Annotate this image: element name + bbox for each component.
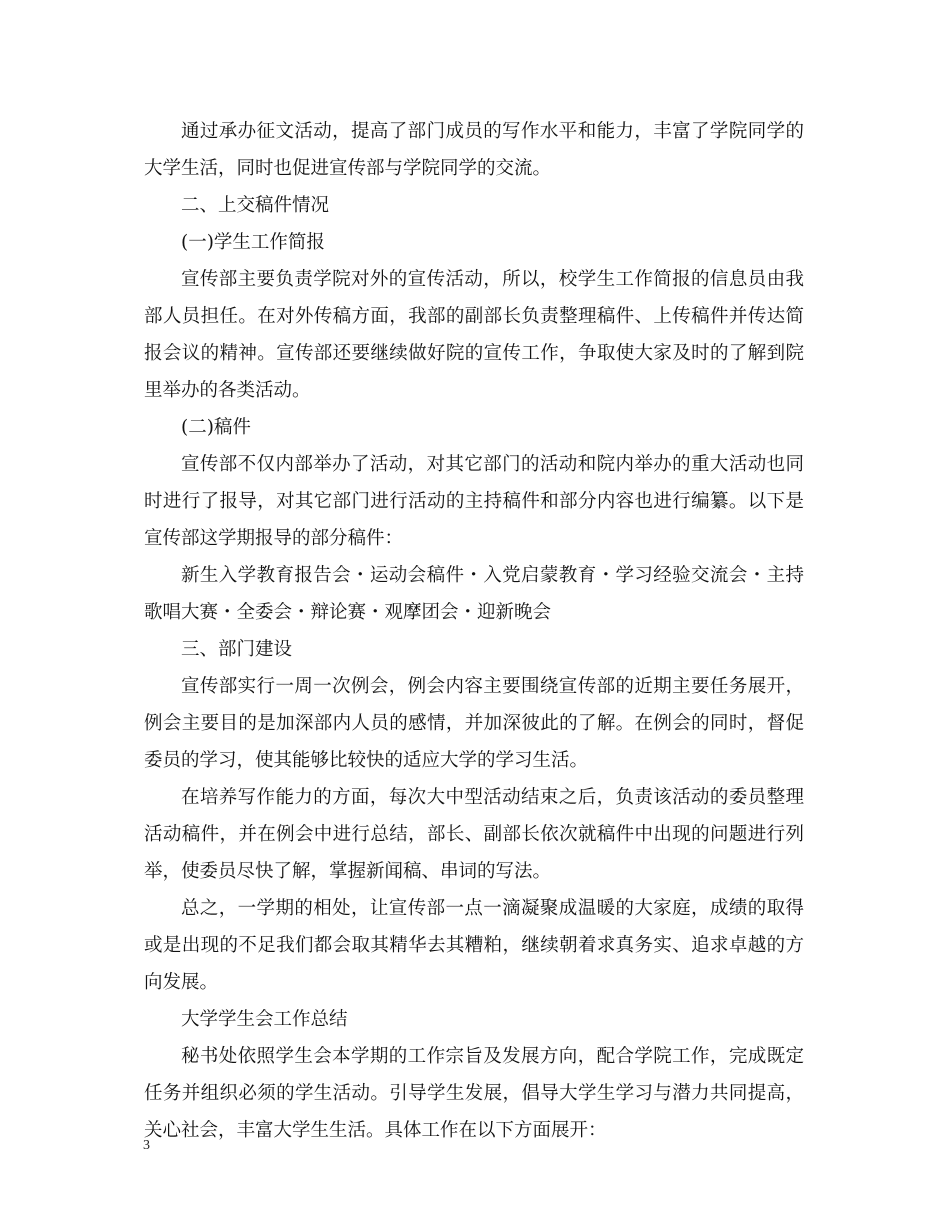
paragraph-essay-activity: 通过承办征文活动，提高了部门成员的写作水平和能力，丰富了学院同学的大学生活，同时也促进宣传部与学院同学的交流。 — [144, 121, 804, 179]
subsection-heading-work-bulletin: (一)学生工作简报 — [181, 232, 325, 253]
paragraph-manuscripts: 宣传部不仅内部举办了活动，对其它部门的活动和院内举办的重大活动也同时进行了报导，对其它部门进行活动的主持稿件和部分内容也进行编纂。以下是宣传部这学期报导的部分稿件： — [144, 454, 804, 549]
paragraph-work-bulletin: 宣传部主要负责学院对外的宣传活动，所以，校学生工作简报的信息员由我部人员担任。在对外传稿方面，我部的副部长负责整理稿件、上传稿件并传达简报会议的精神。宣传部还要继续做好院的宣传工作，争取使大家及时的了解到院里举办的各类活动。 — [144, 269, 804, 401]
paragraph-secretariat: 秘书处依照学生会本学期的工作宗旨及发展方向，配合学院工作，完成既定任务并组织必须的学生活动。引导学生发展，倡导大学生学习与潜力共同提高，关心社会，丰富大学生生活。具体工作在以下方面展开： — [144, 1046, 804, 1141]
page-number: 3 — [143, 1138, 150, 1153]
paragraph-weekly-meeting: 宣传部实行一周一次例会，例会内容主要围绕宣传部的近期主要任务展开，例会主要目的是加深部内人员的感情，并加深彼此的了解。在例会的同时，督促委员的学习，使其能够比较快的适应大学的学习生活。 — [144, 676, 804, 771]
paragraph-manuscript-list: 新生入学教育报告会・运动会稿件・入党启蒙教育・学习经验交流会・主持歌唱大赛・全委会・辩论赛・观摩团会・迎新晚会 — [144, 565, 804, 623]
document-body — [144, 113, 804, 1149]
section-heading-submissions: 二、上交稿件情况 — [181, 195, 330, 216]
paragraph-conclusion: 总之，一学期的相处，让宣传部一点一滴凝聚成温暖的大家庭，成绩的取得或是出现的不足我们都会取其精华去其糟粕，继续朝着求真务实、追求卓越的方向发展。 — [144, 898, 804, 993]
section-heading-department-building: 三、部门建设 — [181, 639, 293, 660]
subsection-heading-manuscripts: (二)稿件 — [181, 417, 251, 438]
heading-student-union-summary: 大学学生会工作总结 — [181, 1009, 348, 1030]
paragraph-writing-ability: 在培养写作能力的方面，每次大中型活动结束之后，负责该活动的委员整理活动稿件，并在例会中进行总结，部长、副部长依次就稿件中出现的问题进行列举，使委员尽快了解，掌握新闻稿、串词的写法。 — [144, 787, 804, 882]
